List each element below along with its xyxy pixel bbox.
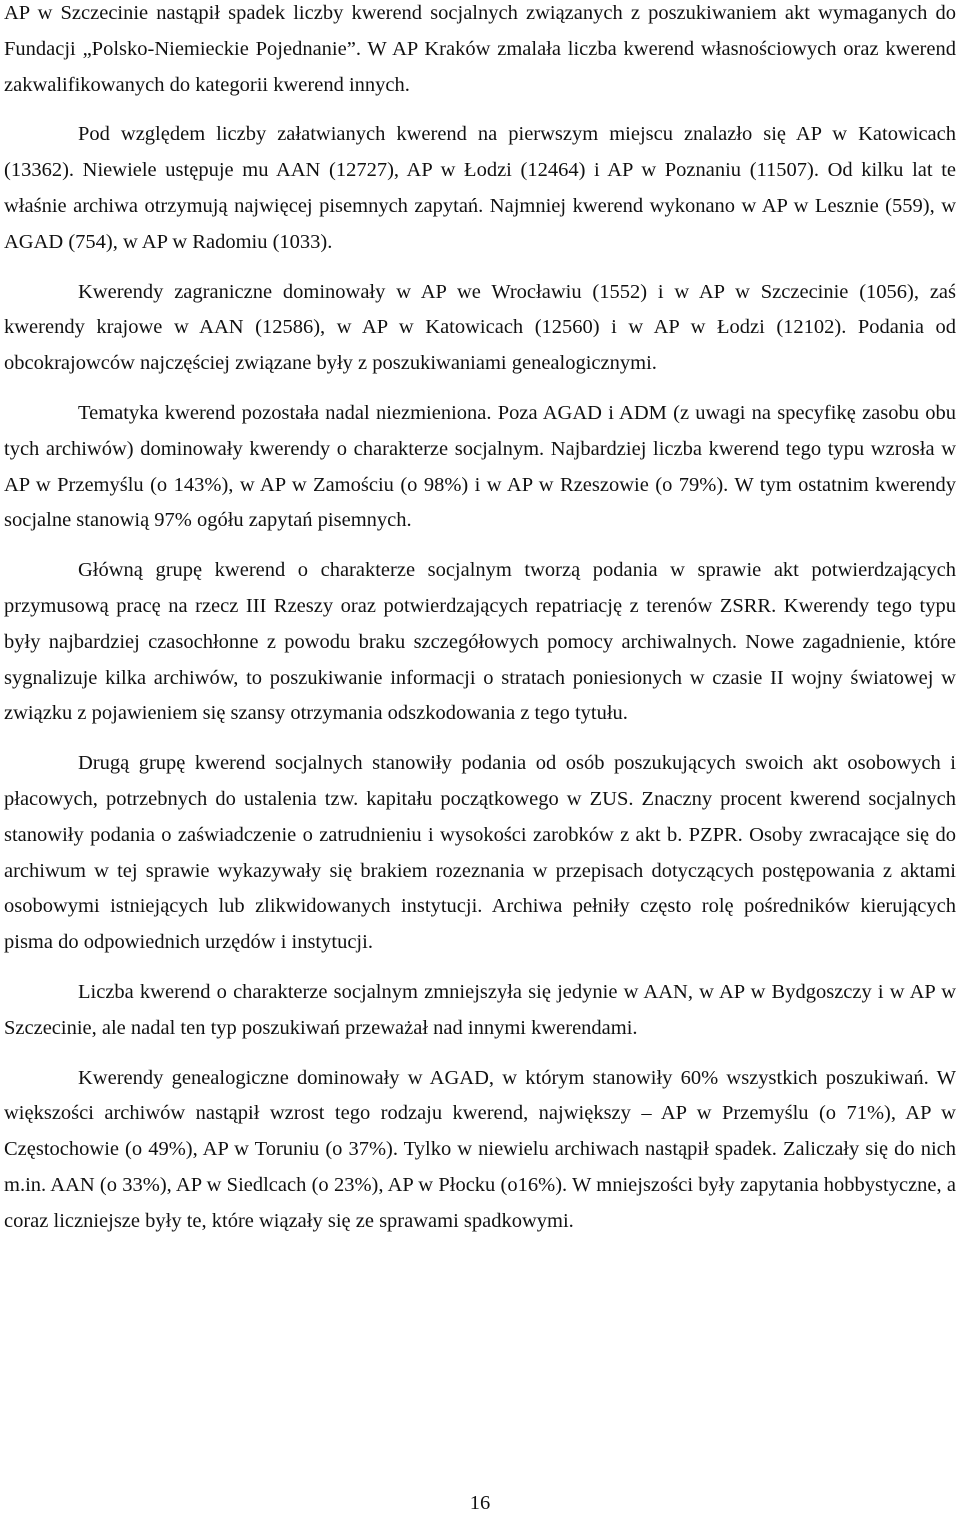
paragraph-6: Drugą grupę kwerend socjalnych stanowiły podania od osób poszukujących swoich akt osobowych i płacowych, potrzebnych do ustalenia tzw. kapitału początkowego w ZUS. Znaczny procent kwerend socjalnych stanowiły podania o zaświadczenie o zatrudnieniu i wysokości zarobków z akt b. PZPR. Osoby zwracające się do archiwum w tej sprawie wykazywały się brakiem rozeznania w przepisach dotyczących postępowania z aktami osobowymi istniejących lub zlikwidowanych instytucji. Archiwa pełniły często rolę pośredników kierujących pisma do odpowiednich urzędów i instytucji.: [4, 752, 956, 954]
paragraph-3: Kwerendy zagraniczne dominowały w AP we Wrocławiu (1552) i w AP w Szczecinie (1056), zaś kwerendy krajowe w AAN (12586), w AP w Katowicach (12560) i w AP w Łodzi (12102). Podania od obcokrajowców najczęściej związane były z poszukiwaniami genealogicznymi.: [4, 280, 956, 375]
paragraph-4: Tematyka kwerend pozostała nadal niezmieniona. Poza AGAD i ADM (z uwagi na specyfikę zasobu obu tych archiwów) dominowały kwerendy o charakterze socjalnym. Najbardziej liczba kwerend tego typu wzrosła w AP w Przemyślu (o 143%), w AP w Zamościu (o 98%) i w AP w Rzeszowie (o 79%). W tym ostatnim kwerendy socjalne stanowią 97% ogółu zapytań pisemnych.: [4, 401, 956, 532]
paragraph-8: Kwerendy genealogiczne dominowały w AGAD, w którym stanowiły 60% wszystkich poszukiwań. W większości archiwów nastąpił wzrost tego rodzaju kwerend, największy – AP w Przemyślu (o 71%), AP w Częstochowie (o 49%), AP w Toruniu (o 37%). Tylko w niewielu archiwach nastąpił spadek. Zaliczały się do nich m.in. AAN (o 33%), AP w Siedlcach (o 23%), AP w Płocku (o16%). W mniejszości były zapytania hobbystyczne, a coraz liczniejsze były te, które wiązały się ze sprawami spadkowymi.: [4, 1066, 956, 1232]
paragraph-2: Pod względem liczby załatwianych kwerend na pierwszym miejscu znalazło się AP w Katowicach (13362). Niewiele ustępuje mu AAN (12727), AP w Łodzi (12464) i AP w Poznaniu (11507). Od kilku lat te właśnie archiwa otrzymują najwięcej pisemnych zapytań. Najmniej kwerend wykonano w AP w Lesznie (559), w AGAD (754), w AP w Radomiu (1033).: [4, 123, 956, 253]
page-number: 16: [469, 1492, 491, 1514]
paragraph-7: Liczba kwerend o charakterze socjalnym zmniejszyła się jedynie w AAN, w AP w Bydgoszczy i w AP w Szczecinie, ale nadal ten typ poszukiwań przeważał nad innymi kwerendami.: [4, 980, 956, 1039]
paragraph-1: AP w Szczecinie nastąpił spadek liczby kwerend socjalnych związanych z poszukiwaniem akt wymaganych do Fundacji „Polsko-Niemieckie Pojednanie”. W AP Kraków zmalała liczba kwerend własnościowych oraz kwerend zakwalifikowanych do kategorii kwerend innych.: [4, 2, 956, 96]
paragraph-5: Główną grupę kwerend o charakterze socjalnym tworzą podania w sprawie akt potwierdzających przymusową pracę na rzecz III Rzeszy oraz potwierdzających repatriację z terenów ZSRR. Kwerendy tego typu były najbardziej czasochłonne z powodu braku szczegółowych pomocy archiwalnych. Nowe zagadnienie, które sygnalizuje kilka archiwów, to poszukiwanie informacji o stratach poniesionych w czasie II wojny światowej w związku z pojawieniem się szansy otrzymania odszkodowania z tego tytułu.: [4, 559, 956, 725]
